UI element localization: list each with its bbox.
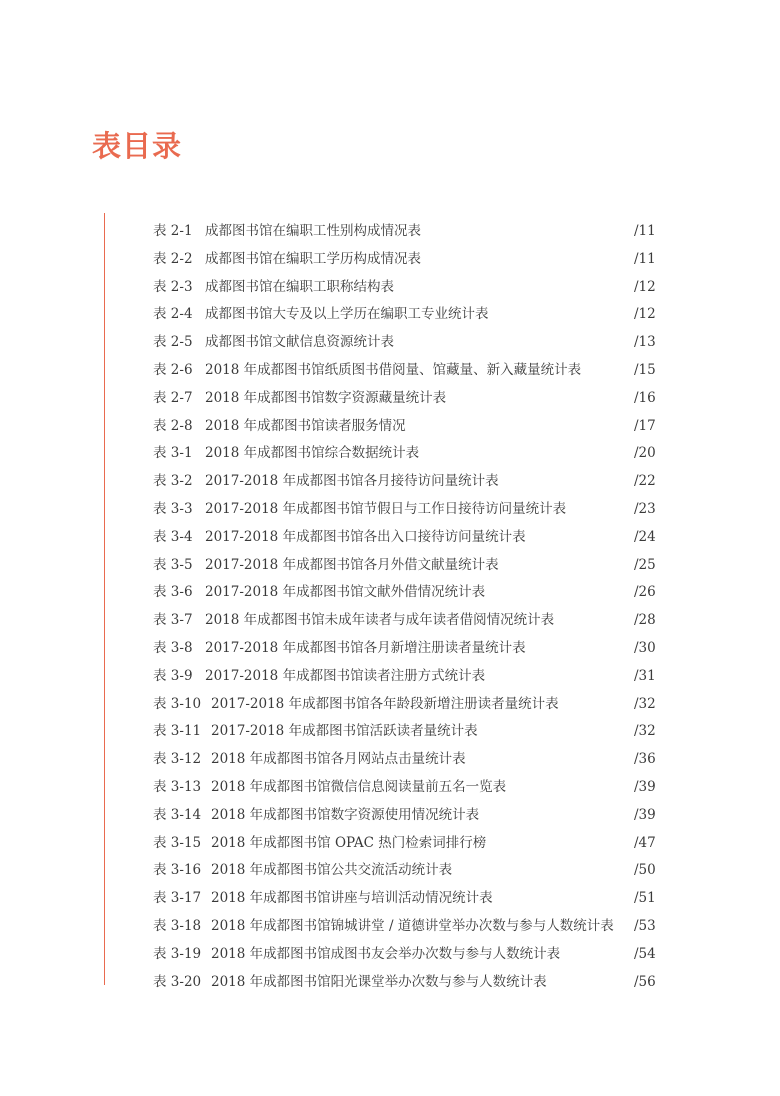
page-number: /30 <box>634 639 656 656</box>
table-number: 表 2-1 <box>153 223 193 239</box>
table-title: 2018 年成都图书馆综合数据统计表 <box>205 445 420 462</box>
table-title: 2017-2018 年成都图书馆各年龄段新增注册读者量统计表 <box>211 695 559 712</box>
page-title: 表目录 <box>92 129 183 163</box>
table-title: 2017-2018 年成都图书馆各月新增注册读者量统计表 <box>205 639 526 656</box>
table-title: 2018 年成都图书馆公共交流活动统计表 <box>211 862 453 879</box>
toc-entry[interactable] <box>0 774 780 802</box>
toc-entry[interactable] <box>0 635 780 663</box>
toc-entry[interactable] <box>0 552 780 580</box>
page-number: /20 <box>634 445 656 462</box>
table-title: 成都图书馆在编职工职称结构表 <box>205 278 394 295</box>
table-title: 2017-2018 年成都图书馆活跃读者量统计表 <box>211 723 478 740</box>
page-number: /17 <box>634 417 656 434</box>
page-number: /51 <box>634 890 656 907</box>
toc-entry[interactable] <box>0 802 780 830</box>
page-number: /36 <box>634 751 656 768</box>
toc-entry[interactable] <box>0 329 780 357</box>
table-title: 成都图书馆在编职工性别构成情况表 <box>205 223 421 239</box>
table-number: 表 2-4 <box>153 306 193 323</box>
table-number: 表 3-1 <box>153 445 193 462</box>
toc-entry[interactable] <box>0 246 780 274</box>
page-number: /54 <box>634 945 656 962</box>
table-title: 2018 年成都图书馆纸质图书借阅量、馆藏量、新入藏量统计表 <box>205 361 582 378</box>
table-title: 2018 年成都图书馆讲座与培训活动情况统计表 <box>211 890 493 907</box>
page-number: /47 <box>634 834 656 851</box>
toc-entry[interactable] <box>0 274 780 302</box>
table-title: 2017-2018 年成都图书馆各出入口接待访问量统计表 <box>205 528 526 545</box>
table-title: 成都图书馆大专及以上学历在编职工专业统计表 <box>205 306 489 323</box>
table-number: 表 2-8 <box>153 417 193 434</box>
toc-entry[interactable] <box>0 440 780 468</box>
table-number: 表 2-2 <box>153 250 193 267</box>
toc-entry[interactable] <box>0 579 780 607</box>
toc-entry[interactable] <box>0 357 780 385</box>
toc-entry[interactable] <box>0 218 780 246</box>
table-title: 2018 年成都图书馆微信信息阅读量前五名一览表 <box>211 778 507 795</box>
toc-entry[interactable] <box>0 885 780 913</box>
table-title: 2018 年成都图书馆成图书友会举办次数与参与人数统计表 <box>211 945 561 962</box>
page-number: /39 <box>634 778 656 795</box>
page-number: /13 <box>634 334 656 351</box>
toc-entry[interactable] <box>0 969 780 997</box>
table-number: 表 2-7 <box>153 389 193 406</box>
page-number: /32 <box>634 695 656 712</box>
table-number: 表 3-3 <box>153 500 193 517</box>
table-number: 表 3-8 <box>153 639 193 656</box>
page-number: /32 <box>634 723 656 740</box>
toc-entry[interactable] <box>0 496 780 524</box>
page-number: /12 <box>634 306 656 323</box>
table-number: 表 3-17 <box>153 890 202 907</box>
table-number: 表 3-13 <box>153 778 202 795</box>
table-title: 2018 年成都图书馆各月网站点击量统计表 <box>211 751 466 768</box>
page-number: /28 <box>634 612 656 629</box>
toc-entry[interactable] <box>0 941 780 969</box>
toc-entry[interactable] <box>0 301 780 329</box>
page-number: /12 <box>634 278 656 295</box>
toc-entry[interactable] <box>0 468 780 496</box>
page-number: /25 <box>634 556 656 573</box>
table-number: 表 3-19 <box>153 945 202 962</box>
table-title: 2017-2018 年成都图书馆节假日与工作日接待访问量统计表 <box>205 500 567 517</box>
table-title: 成都图书馆文献信息资源统计表 <box>205 334 394 351</box>
table-number: 表 3-11 <box>153 723 202 740</box>
table-number: 表 2-5 <box>153 334 193 351</box>
toc-entry[interactable] <box>0 830 780 858</box>
toc-entry[interactable] <box>0 524 780 552</box>
table-number: 表 3-12 <box>153 751 202 768</box>
table-title: 2017-2018 年成都图书馆读者注册方式统计表 <box>205 667 486 684</box>
page-number: /22 <box>634 473 656 490</box>
page-number: /23 <box>634 500 656 517</box>
table-number: 表 3-7 <box>153 612 193 629</box>
page-number: /24 <box>634 528 656 545</box>
page-number: /15 <box>634 361 656 378</box>
page-number: /16 <box>634 389 656 406</box>
table-number: 表 3-18 <box>153 917 202 934</box>
toc-entry[interactable] <box>0 385 780 413</box>
page-number: /26 <box>634 584 656 601</box>
table-number: 表 3-20 <box>153 973 202 990</box>
table-number: 表 3-5 <box>153 556 193 573</box>
page-number: /31 <box>634 667 656 684</box>
table-number: 表 3-6 <box>153 584 193 601</box>
table-number: 表 3-9 <box>153 667 193 684</box>
toc-entry[interactable] <box>0 718 780 746</box>
toc-entry[interactable] <box>0 746 780 774</box>
table-title: 2018 年成都图书馆读者服务情况 <box>205 417 406 434</box>
table-number: 表 3-4 <box>153 528 193 545</box>
toc-entry[interactable] <box>0 607 780 635</box>
page-number: /50 <box>634 862 656 879</box>
toc-entry[interactable] <box>0 691 780 719</box>
toc-entry[interactable] <box>0 663 780 691</box>
table-of-tables <box>0 218 780 996</box>
table-title: 2018 年成都图书馆 OPAC 热门检索词排行榜 <box>211 834 487 851</box>
table-title: 2017-2018 年成都图书馆文献外借情况统计表 <box>205 584 486 601</box>
table-title: 2018 年成都图书馆阳光课堂举办次数与参与人数统计表 <box>211 973 547 990</box>
toc-entry[interactable] <box>0 913 780 941</box>
page-number: /53 <box>634 917 656 934</box>
page-number: /11 <box>634 223 656 239</box>
table-number: 表 2-3 <box>153 278 193 295</box>
table-number: 表 3-14 <box>153 806 202 823</box>
toc-entry[interactable] <box>0 413 780 441</box>
table-number: 表 3-10 <box>153 695 202 712</box>
table-title: 2018 年成都图书馆数字资源使用情况统计表 <box>211 806 480 823</box>
table-number: 表 3-2 <box>153 473 193 490</box>
table-title: 成都图书馆在编职工学历构成情况表 <box>205 250 421 267</box>
table-number: 表 3-16 <box>153 862 202 879</box>
table-title: 2018 年成都图书馆未成年读者与成年读者借阅情况统计表 <box>205 612 555 629</box>
page-number: /39 <box>634 806 656 823</box>
table-title: 2018 年成都图书馆数字资源藏量统计表 <box>205 389 447 406</box>
page-number: /11 <box>634 250 656 267</box>
table-title: 2018 年成都图书馆锦城讲堂 / 道德讲堂举办次数与参与人数统计表 <box>211 917 614 934</box>
table-number: 表 2-6 <box>153 361 193 378</box>
table-title: 2017-2018 年成都图书馆各月接待访问量统计表 <box>205 473 499 490</box>
toc-entry[interactable] <box>0 857 780 885</box>
table-title: 2017-2018 年成都图书馆各月外借文献量统计表 <box>205 556 499 573</box>
table-number: 表 3-15 <box>153 834 202 851</box>
page-number: /56 <box>634 973 656 990</box>
